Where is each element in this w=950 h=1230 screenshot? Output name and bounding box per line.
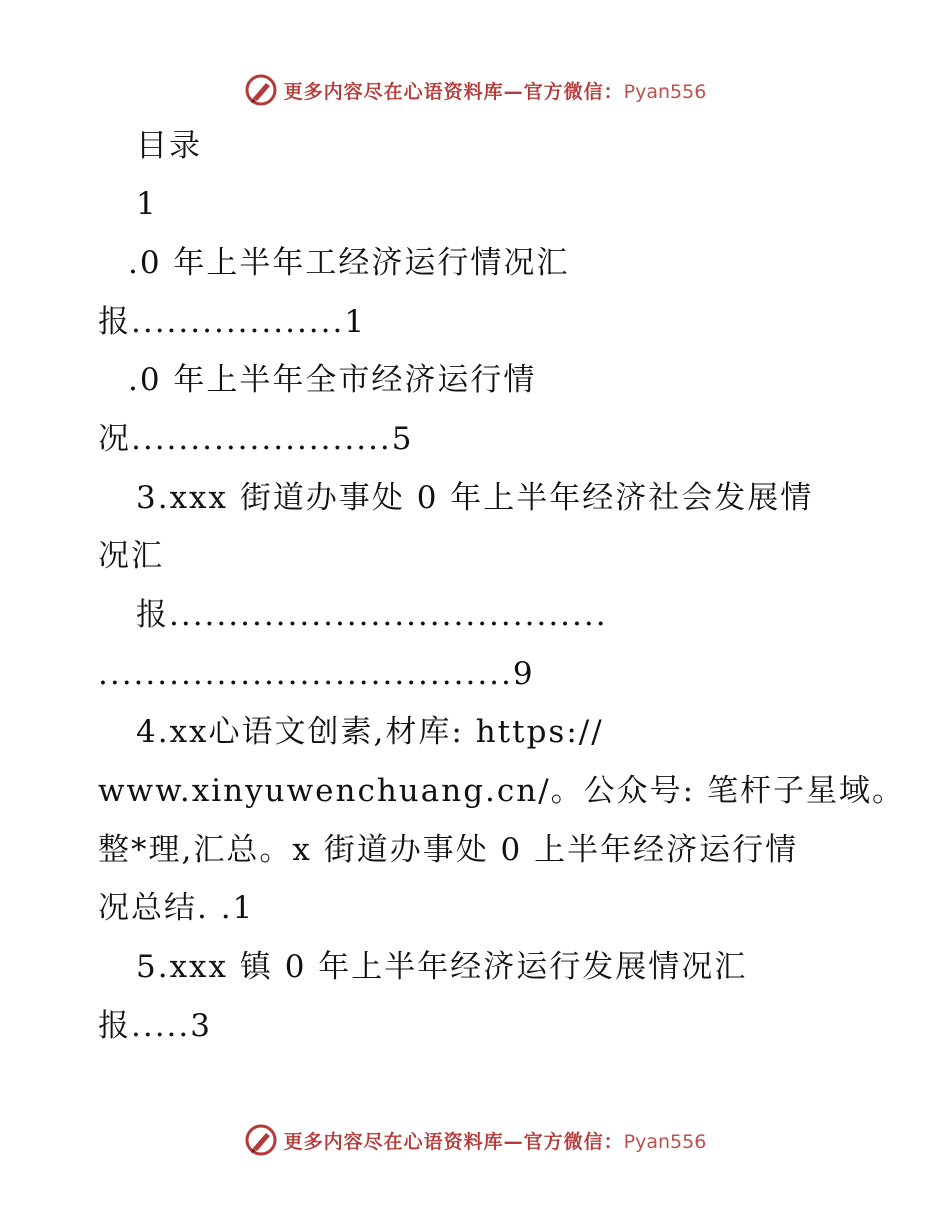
toc-line: 3.xxx 街道办事处 0 年上半年经济社会发展情 bbox=[136, 480, 814, 516]
toc-line: 4.xx心语文创素,材库: https:// bbox=[136, 714, 604, 750]
toc-line: .0 年上半年全市经济运行情 bbox=[128, 362, 537, 398]
footer-banner-content bbox=[244, 1123, 707, 1157]
banner-label: 更多内容尽在心语资料库—官方微信： bbox=[283, 1130, 624, 1153]
toc-line: 报.....3 bbox=[98, 1008, 212, 1044]
toc-line: 报..................1 bbox=[98, 304, 367, 340]
toc-line: 况总结. .1 bbox=[98, 890, 255, 926]
toc-line: 整*理,汇总。x 街道办事处 0 上半年经济运行情 bbox=[98, 832, 799, 868]
toc-line: www.xinyuwenchuang.cn/。公众号: 笔杆子星域。 bbox=[98, 773, 905, 809]
banner-label: 更多内容尽在心语资料库—官方微信： bbox=[283, 80, 624, 103]
toc-line: 5.xxx 镇 0 年上半年经济运行发展情况汇 bbox=[136, 949, 748, 985]
header-banner-text bbox=[284, 77, 707, 104]
footer-banner-text bbox=[284, 1127, 707, 1154]
toc-line: 况汇 bbox=[98, 538, 164, 574]
header-banner bbox=[0, 70, 950, 110]
footer-banner bbox=[0, 1120, 950, 1160]
toc-line: 1 bbox=[136, 186, 158, 222]
pen-logo-icon bbox=[244, 1123, 278, 1157]
toc-line: .0 年上半年工经济运行情况汇 bbox=[128, 245, 570, 281]
toc-line: 况......................5 bbox=[98, 421, 414, 457]
banner-wechat-id: Pyan556 bbox=[623, 80, 707, 103]
toc-line: 报..................................... bbox=[136, 597, 608, 633]
header-banner-content bbox=[244, 73, 707, 107]
banner-wechat-id: Pyan556 bbox=[623, 1130, 707, 1153]
toc-title: 目录 bbox=[136, 128, 202, 164]
toc-line: ...................................9 bbox=[98, 656, 535, 692]
pen-logo-icon bbox=[244, 73, 278, 107]
